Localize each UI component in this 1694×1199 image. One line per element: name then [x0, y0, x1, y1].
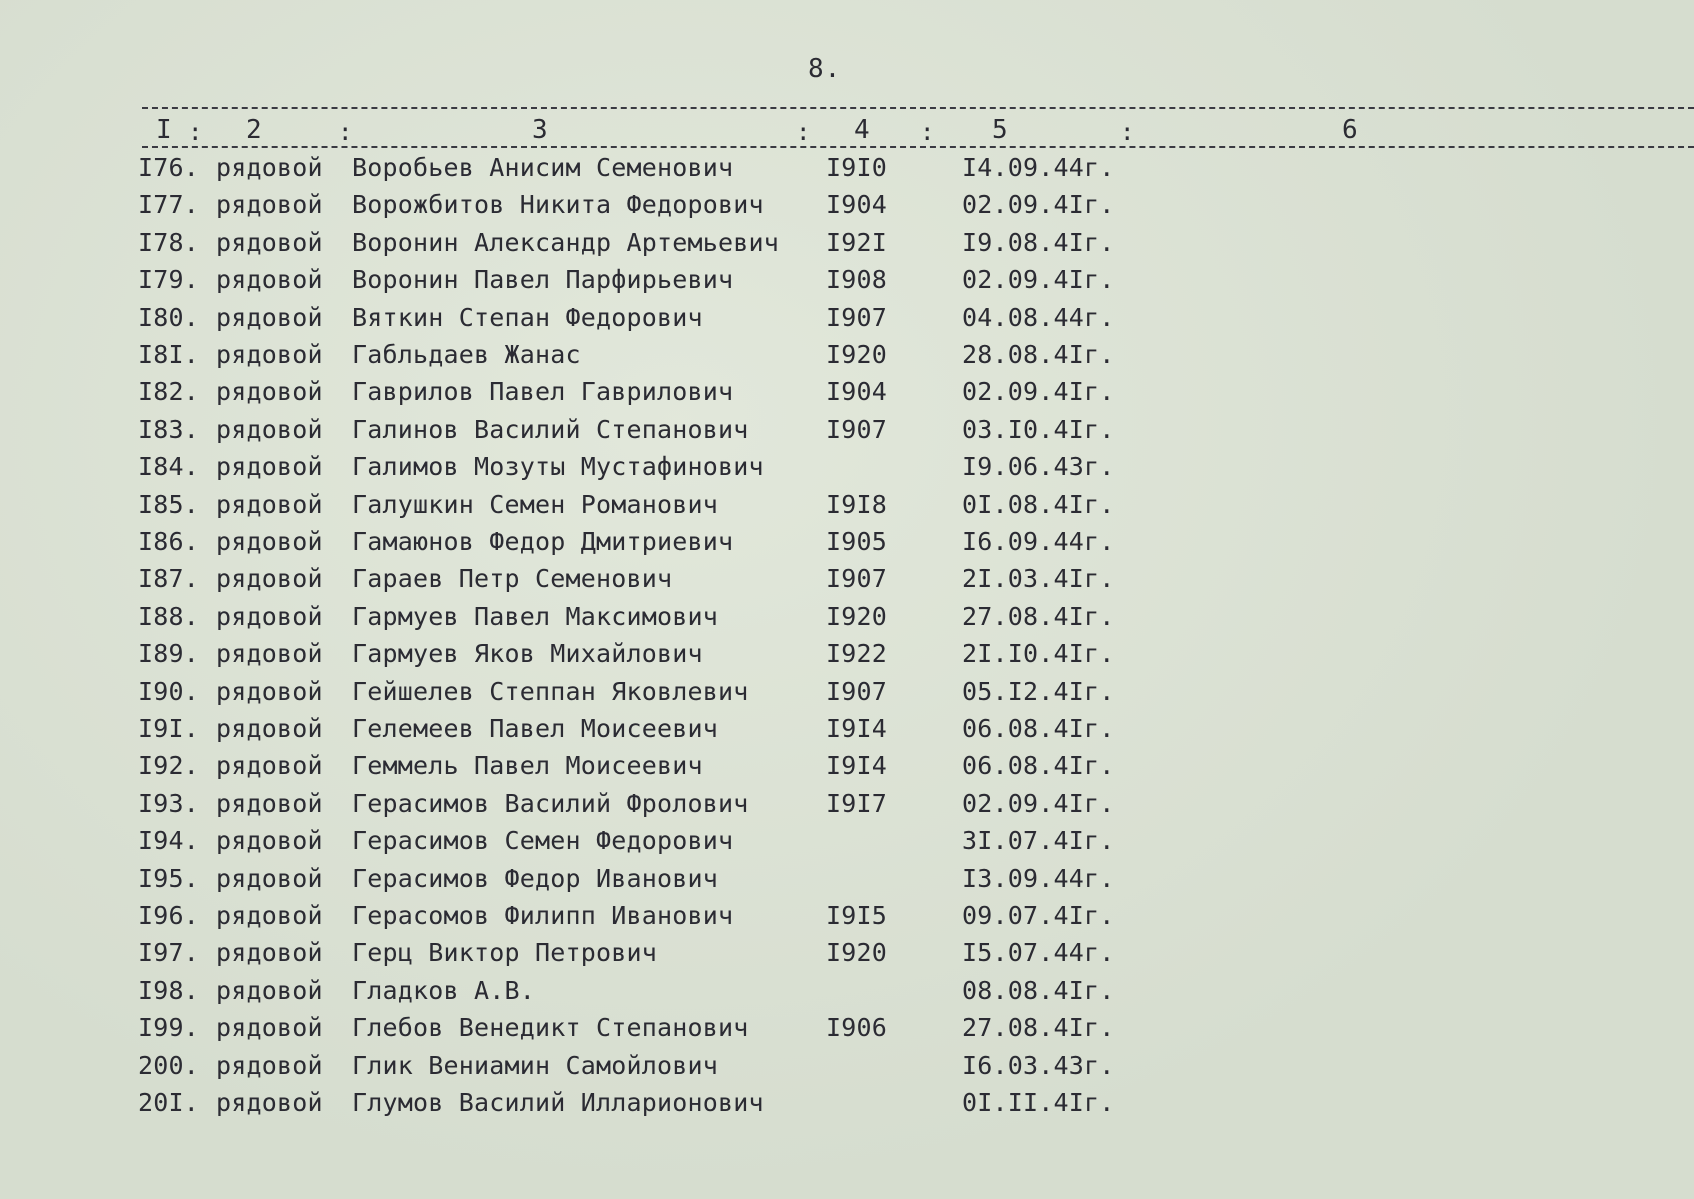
row-rank: рядовой: [216, 302, 323, 332]
row-birth-year: I904: [826, 377, 888, 407]
header-col-3: 3: [532, 115, 548, 145]
row-birth-year: I905: [826, 527, 888, 556]
row-rank: рядовой: [216, 452, 323, 482]
row-number: I89.: [138, 639, 200, 669]
header-separator: :: [1120, 118, 1135, 146]
row-rank: рядовой: [216, 714, 323, 743]
row-date: I3.09.44г.: [962, 863, 1115, 893]
header-col-1: I: [156, 115, 172, 145]
header-col-4: 4: [854, 115, 870, 145]
row-rank: рядовой: [216, 901, 323, 930]
row-number: I96.: [138, 901, 200, 930]
row-name: Глик Вениамин Самойлович: [352, 1050, 719, 1080]
header-col-5: 5: [992, 115, 1008, 145]
row-rank: рядовой: [216, 153, 323, 182]
row-rank: рядовой: [216, 788, 323, 818]
row-name: Гейшелев Степпан Яковлевич: [352, 676, 749, 706]
row-birth-year: I9I5: [826, 901, 888, 930]
row-number: I97.: [138, 938, 200, 968]
row-name: Воронин Александр Артемьевич: [352, 227, 780, 257]
row-number: I77.: [138, 190, 200, 220]
row-date: 08.08.4Iг.: [962, 975, 1115, 1005]
row-date: I5.07.44г.: [962, 938, 1115, 968]
header-separator: :: [796, 118, 811, 146]
row-date: 0I.II.4Iг.: [962, 1088, 1115, 1117]
row-date: 06.08.4Iг.: [962, 714, 1115, 743]
row-number: I86.: [138, 527, 200, 556]
row-name: Гараев Петр Семенович: [352, 564, 673, 594]
row-rank: рядовой: [216, 1050, 323, 1080]
row-name: Гармуев Павел Максимович: [352, 601, 719, 631]
row-number: I94.: [138, 826, 200, 856]
row-birth-year: I907: [826, 564, 888, 594]
header-col-2: 2: [246, 115, 262, 145]
row-number: I92.: [138, 751, 200, 781]
row-date: 09.07.4Iг.: [962, 901, 1115, 930]
row-birth-year: I9I8: [826, 489, 888, 519]
row-number: I83.: [138, 414, 200, 444]
row-name: Глебов Венедикт Степанович: [352, 1013, 749, 1043]
row-number: I76.: [138, 153, 200, 182]
row-name: Габльдаев Жанас: [352, 340, 581, 369]
row-number: I95.: [138, 863, 200, 893]
row-birth-year: I908: [826, 265, 888, 295]
row-rank: рядовой: [216, 863, 323, 893]
row-birth-year: I906: [826, 1013, 888, 1043]
row-rank: рядовой: [216, 601, 323, 631]
row-name: Глумов Василий Илларионович: [352, 1088, 764, 1117]
header-col-6: 6: [1342, 115, 1358, 145]
row-date: I9.06.43г.: [962, 452, 1115, 482]
row-rank: рядовой: [216, 564, 323, 594]
row-rank: рядовой: [216, 826, 323, 856]
page-number: 8.: [808, 54, 842, 84]
row-number: I98.: [138, 975, 200, 1005]
row-name: Ворожбитов Никита Федорович: [352, 190, 764, 220]
row-date: I6.03.43г.: [962, 1050, 1115, 1080]
row-birth-year: I920: [826, 601, 888, 631]
row-name: Гармуев Яков Михайлович: [352, 639, 703, 669]
row-birth-year: I920: [826, 938, 888, 968]
row-name: Гаврилов Павел Гаврилович: [352, 377, 734, 407]
row-number: I80.: [138, 302, 200, 332]
row-number: I84.: [138, 452, 200, 482]
row-rank: рядовой: [216, 1088, 323, 1117]
row-number: I85.: [138, 489, 200, 519]
row-birth-year: I9I4: [826, 751, 888, 781]
row-name: Герц Виктор Петрович: [352, 938, 658, 968]
row-date: 03.I0.4Iг.: [962, 414, 1115, 444]
row-name: Герасимов Семен Федорович: [352, 826, 734, 856]
row-rank: рядовой: [216, 975, 323, 1005]
row-birth-year: I922: [826, 639, 888, 669]
row-date: 02.09.4Iг.: [962, 190, 1115, 220]
row-name: Геммель Павел Моисеевич: [352, 751, 703, 781]
row-number: I9I.: [138, 714, 200, 743]
row-rank: рядовой: [216, 489, 323, 519]
row-name: Гелемеев Павел Моисеевич: [352, 714, 719, 743]
table-header-rule: [142, 146, 1694, 148]
row-date: 02.09.4Iг.: [962, 377, 1115, 407]
row-name: Галушкин Семен Романович: [352, 489, 719, 519]
row-rank: рядовой: [216, 639, 323, 669]
row-birth-year: I907: [826, 676, 888, 706]
row-date: 3I.07.4Iг.: [962, 826, 1115, 856]
row-rank: рядовой: [216, 527, 323, 556]
row-date: 2I.I0.4Iг.: [962, 639, 1115, 669]
row-rank: рядовой: [216, 676, 323, 706]
row-rank: рядовой: [216, 265, 323, 295]
row-number: I78.: [138, 227, 200, 257]
row-number: I90.: [138, 676, 200, 706]
row-birth-year: I920: [826, 340, 888, 369]
row-date: 02.09.4Iг.: [962, 788, 1115, 818]
row-date: I4.09.44г.: [962, 153, 1115, 182]
row-name: Герасомов Филипп Иванович: [352, 901, 734, 930]
row-rank: рядовой: [216, 377, 323, 407]
header-separator: :: [188, 118, 203, 146]
row-name: Вяткин Степан Федорович: [352, 302, 703, 332]
row-birth-year: I9I4: [826, 714, 888, 743]
row-birth-year: I907: [826, 302, 888, 332]
row-rank: рядовой: [216, 938, 323, 968]
row-rank: рядовой: [216, 414, 323, 444]
row-number: I82.: [138, 377, 200, 407]
row-number: 20I.: [138, 1088, 200, 1117]
row-date: I9.08.4Iг.: [962, 227, 1115, 257]
row-birth-year: I904: [826, 190, 888, 220]
row-rank: рядовой: [216, 340, 323, 369]
row-name: Гладков А.В.: [352, 975, 536, 1005]
row-date: 27.08.4Iг.: [962, 1013, 1115, 1043]
row-birth-year: I92I: [826, 227, 888, 257]
row-birth-year: I907: [826, 414, 888, 444]
header-separator: :: [920, 118, 935, 146]
row-number: I79.: [138, 265, 200, 295]
row-number: I8I.: [138, 340, 200, 369]
row-rank: рядовой: [216, 190, 323, 220]
table-top-rule: [142, 107, 1694, 109]
row-name: Герасимов Василий Фролович: [352, 788, 749, 818]
row-name: Воробьев Анисим Семенович: [352, 153, 734, 182]
row-number: I93.: [138, 788, 200, 818]
row-date: 27.08.4Iг.: [962, 601, 1115, 631]
row-number: I99.: [138, 1013, 200, 1043]
row-name: Гамаюнов Федор Дмитриевич: [352, 527, 734, 556]
row-name: Воронин Павел Парфирьевич: [352, 265, 734, 295]
row-rank: рядовой: [216, 227, 323, 257]
row-date: 02.09.4Iг.: [962, 265, 1115, 295]
row-name: Галинов Василий Степанович: [352, 414, 749, 444]
row-date: I6.09.44г.: [962, 527, 1115, 556]
row-date: 04.08.44г.: [962, 302, 1115, 332]
row-number: I87.: [138, 564, 200, 594]
row-name: Герасимов Федор Иванович: [352, 863, 719, 893]
row-number: I88.: [138, 601, 200, 631]
row-date: 05.I2.4Iг.: [962, 676, 1115, 706]
row-date: 2I.03.4Iг.: [962, 564, 1115, 594]
row-birth-year: I9I7: [826, 788, 888, 818]
header-separator: :: [338, 118, 353, 146]
row-date: 28.08.4Iг.: [962, 340, 1115, 369]
row-number: 200.: [138, 1050, 200, 1080]
row-rank: рядовой: [216, 1013, 323, 1043]
row-date: 06.08.4Iг.: [962, 751, 1115, 781]
row-rank: рядовой: [216, 751, 323, 781]
row-birth-year: I9I0: [826, 153, 888, 182]
row-name: Галимов Мозуты Мустафинович: [352, 452, 764, 482]
row-date: 0I.08.4Iг.: [962, 489, 1115, 519]
